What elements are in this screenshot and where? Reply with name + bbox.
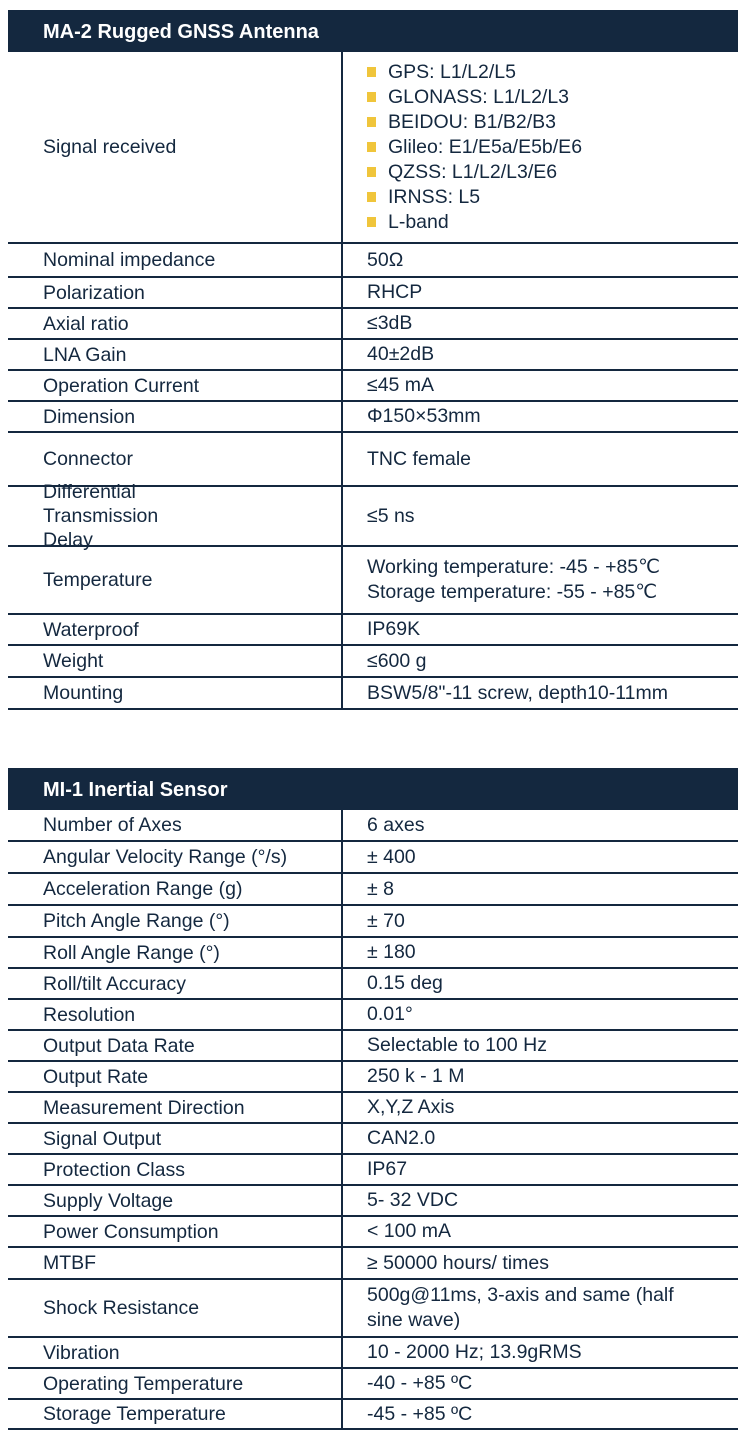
signal-band: IRNSS: L5 <box>388 185 481 208</box>
spec-value-line: -45 - +85 ºC <box>367 1402 473 1425</box>
bullet-square-icon <box>367 142 376 152</box>
spec-value <box>343 1217 738 1246</box>
spec-value <box>343 1400 738 1428</box>
spec-value-line: TNC female <box>367 447 472 470</box>
list-item <box>367 110 738 135</box>
table-row <box>8 615 738 646</box>
signal-band: GPS: L1/L2/L5 <box>388 60 516 83</box>
table-row <box>8 1124 738 1155</box>
spec-value <box>343 371 738 400</box>
spec-label: Waterproof <box>8 615 343 644</box>
spec-label: Nominal impedance <box>8 244 343 276</box>
spec-value-line: RHCP <box>367 281 423 303</box>
spec-value-line: ± 8 <box>367 877 394 900</box>
table-row <box>8 433 738 487</box>
table-row <box>8 1338 738 1369</box>
spec-value <box>343 874 738 904</box>
spec-value <box>343 1093 738 1122</box>
spec-value <box>343 615 738 644</box>
bullet-square-icon <box>367 117 376 127</box>
spec-value <box>343 842 738 872</box>
spec-value <box>343 646 738 676</box>
spec-value <box>343 340 738 369</box>
spec-label: Protection Class <box>8 1155 343 1184</box>
spec-value <box>343 52 738 242</box>
spec-label: Weight <box>8 646 343 676</box>
signal-band: BEIDOU: B1/B2/B3 <box>388 110 556 133</box>
spec-value-line: 0.15 deg <box>367 972 443 994</box>
spec-value <box>343 1155 738 1184</box>
spec-label: Dimension <box>8 402 343 431</box>
spec-label: Connector <box>8 433 343 485</box>
spec-value-line: 250 k - 1 M <box>367 1065 465 1087</box>
table-row <box>8 309 738 340</box>
spec-value-line: Working temperature: -45 - +85℃ <box>367 556 661 578</box>
spec-label: MTBF <box>8 1248 343 1278</box>
spec-value <box>343 244 738 276</box>
spec-label: Number of Axes <box>8 810 343 840</box>
table-row <box>8 547 738 615</box>
list-item <box>367 210 738 235</box>
spec-value-line: ≥ 50000 hours/ times <box>367 1251 549 1274</box>
table-row <box>8 340 738 371</box>
spec-label: Differential Transmission Delay <box>8 487 343 545</box>
spec-label: Signal received <box>8 52 343 242</box>
signal-band: Glileo: E1/E5a/E5b/E6 <box>388 135 583 158</box>
signal-band: GLONASS: L1/L2/L3 <box>388 85 570 108</box>
spec-label: Output Rate <box>8 1062 343 1091</box>
table-title: MA-2 Rugged GNSS Antenna <box>8 10 738 52</box>
spec-value <box>343 433 738 485</box>
table-row <box>8 1093 738 1124</box>
spec-label: Acceleration Range (g) <box>8 874 343 904</box>
spec-value-line: ≤3dB <box>367 312 413 334</box>
spec-value <box>343 487 738 545</box>
spec-value-line: 50Ω <box>367 248 404 271</box>
table-row <box>8 278 738 309</box>
spec-value <box>343 1338 738 1367</box>
spec-value <box>343 1031 738 1060</box>
table-row <box>8 244 738 278</box>
spec-label: Mounting <box>8 678 343 708</box>
table-row <box>8 1031 738 1062</box>
signal-band: QZSS: L1/L2/L3/E6 <box>388 160 558 183</box>
spec-value <box>343 906 738 936</box>
table-row <box>8 1062 738 1093</box>
table-row <box>8 1217 738 1248</box>
table-row <box>8 52 738 244</box>
spec-value <box>343 309 738 338</box>
spec-label: Polarization <box>8 278 343 307</box>
spec-value <box>343 278 738 307</box>
table-row <box>8 1248 738 1280</box>
table-row <box>8 1186 738 1217</box>
table-row <box>8 1155 738 1186</box>
bullet-square-icon <box>367 67 376 77</box>
spec-label: Storage Temperature <box>8 1400 343 1428</box>
list-item <box>367 135 738 160</box>
inertial-sensor-spec-table <box>8 768 738 1430</box>
spec-value-line: ± 180 <box>367 941 416 963</box>
spec-value-line: ± 70 <box>367 909 405 932</box>
spec-value-line: ± 400 <box>367 845 416 868</box>
spec-value-line: 0.01° <box>367 1003 413 1025</box>
spec-label: Temperature <box>8 547 343 613</box>
spec-value <box>343 1248 738 1278</box>
table-row <box>8 646 738 678</box>
spec-label: Angular Velocity Range (°/s) <box>8 842 343 872</box>
spec-label: Operating Temperature <box>8 1369 343 1398</box>
spec-label: Signal Output <box>8 1124 343 1153</box>
table-title: MI-1 Inertial Sensor <box>8 768 738 810</box>
list-item <box>367 185 738 210</box>
table-row <box>8 678 738 710</box>
spec-label: Vibration <box>8 1338 343 1367</box>
table-row <box>8 1369 738 1400</box>
table-row <box>8 1280 738 1338</box>
table-row <box>8 906 738 938</box>
table-row <box>8 874 738 906</box>
bullet-square-icon <box>367 192 376 202</box>
signal-band: L-band <box>388 210 449 233</box>
spec-value <box>343 402 738 431</box>
spec-label: Resolution <box>8 1000 343 1029</box>
spec-value-line: X,Y,Z Axis <box>367 1096 455 1118</box>
spec-value-line: 500g@11ms, 3-axis and same (half sine wave) <box>367 1284 674 1331</box>
list-item <box>367 85 738 110</box>
spec-value <box>343 1369 738 1398</box>
spec-value <box>343 1280 738 1336</box>
table-row <box>8 1000 738 1031</box>
spec-label: Output Data Rate <box>8 1031 343 1060</box>
spec-label: Roll Angle Range (°) <box>8 938 343 967</box>
table-row <box>8 402 738 433</box>
spec-label: Shock Resistance <box>8 1280 343 1336</box>
table-row <box>8 810 738 842</box>
spec-value <box>343 1186 738 1215</box>
spec-value <box>343 1124 738 1153</box>
spec-value-line: ≤5 ns <box>367 504 415 527</box>
spec-value-line: Storage temperature: -55 - +85℃ <box>367 581 658 603</box>
bullet-square-icon <box>367 92 376 102</box>
gnss-antenna-spec-table <box>8 10 738 710</box>
spec-value-line: IP67 <box>367 1158 408 1180</box>
spec-value <box>343 678 738 708</box>
spec-label: Power Consumption <box>8 1217 343 1246</box>
table-row <box>8 1400 738 1430</box>
spec-value-line: IP69K <box>367 618 421 640</box>
spec-label: Measurement Direction <box>8 1093 343 1122</box>
table-row <box>8 842 738 874</box>
table-row <box>8 969 738 1000</box>
spec-label: LNA Gain <box>8 340 343 369</box>
spec-label: Axial ratio <box>8 309 343 338</box>
spec-value <box>343 1000 738 1029</box>
list-item <box>367 160 738 185</box>
spec-value-line: -40 - +85 ºC <box>367 1372 473 1394</box>
spec-value-line: 5- 32 VDC <box>367 1189 459 1211</box>
spec-value-line: Φ150×53mm <box>367 405 481 427</box>
spec-value <box>343 810 738 840</box>
table-row <box>8 481 738 551</box>
spec-value <box>343 547 738 613</box>
spec-label: Pitch Angle Range (°) <box>8 906 343 936</box>
spec-label: Supply Voltage <box>8 1186 343 1215</box>
bullet-square-icon <box>367 167 376 177</box>
spec-value-line: 10 - 2000 Hz; 13.9gRMS <box>367 1341 582 1363</box>
spec-value-line: ≤600 g <box>367 649 427 672</box>
spec-value-line: ≤45 mA <box>367 374 435 396</box>
spec-value-line: BSW5/8"-11 screw, depth10-11mm <box>367 681 668 704</box>
table-row <box>8 938 738 969</box>
list-item <box>367 60 738 85</box>
spec-value-line: CAN2.0 <box>367 1127 436 1149</box>
spec-value-line: 6 axes <box>367 813 425 836</box>
spec-value <box>343 938 738 967</box>
spec-value <box>343 1062 738 1091</box>
spec-value-line: < 100 mA <box>367 1220 452 1242</box>
spec-value <box>343 969 738 998</box>
table-row <box>8 371 738 402</box>
spec-label: Roll/tilt Accuracy <box>8 969 343 998</box>
spec-value-line: 40±2dB <box>367 343 435 365</box>
spec-label: Operation Current <box>8 371 343 400</box>
bullet-square-icon <box>367 217 376 227</box>
spec-value-line: Selectable to 100 Hz <box>367 1034 547 1056</box>
